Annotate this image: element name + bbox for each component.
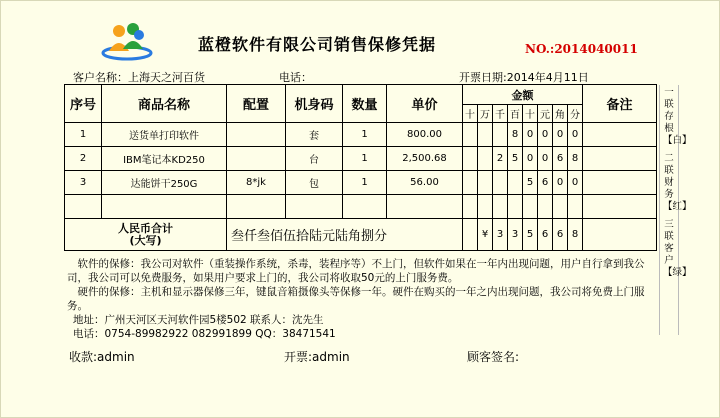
- row-qty: [343, 195, 387, 219]
- row-price: 2,500.68: [387, 147, 463, 171]
- header-seq: 序号: [65, 85, 102, 123]
- total-digit: 3: [508, 219, 523, 251]
- row-digit: [568, 195, 583, 219]
- row-digit: [553, 195, 568, 219]
- open-date: 开票日期:2014年4月11日: [459, 71, 589, 84]
- row-digit: 5: [523, 171, 538, 195]
- total-remark: [583, 219, 657, 251]
- row-digit: 0: [553, 123, 568, 147]
- digit-header: 千: [493, 105, 508, 123]
- company-logo-icon: [99, 21, 155, 61]
- row-seq: 1: [65, 123, 102, 147]
- table-row: [65, 171, 657, 195]
- digit-header: 分: [568, 105, 583, 123]
- document-title: 蓝橙软件有限公司销售保修凭据: [198, 35, 437, 54]
- row-code: [286, 195, 343, 219]
- digit-header: 百: [508, 105, 523, 123]
- row-config: [227, 147, 286, 171]
- table-row: [65, 147, 657, 171]
- digit-header: 十: [523, 105, 538, 123]
- row-digit: 0: [568, 171, 583, 195]
- header-qty: 数量: [343, 85, 387, 123]
- total-digit: 6: [553, 219, 568, 251]
- address-line: 地址：广州天河区天河软件园5楼502 联系人：沈先生: [73, 314, 324, 326]
- total-digit: 5: [523, 219, 538, 251]
- copy-label-customer: 三联客户【绿】: [663, 219, 692, 278]
- row-digit: [463, 195, 478, 219]
- table-row: [65, 195, 657, 219]
- row-price: 800.00: [387, 123, 463, 147]
- row-config: [227, 123, 286, 147]
- digit-header: 元: [538, 105, 553, 123]
- row-code: 套: [286, 123, 343, 147]
- total-digit: 6: [538, 219, 553, 251]
- row-remark: [583, 147, 657, 171]
- row-seq: 3: [65, 171, 102, 195]
- row-price: 56.00: [387, 171, 463, 195]
- header-price: 单价: [387, 85, 463, 123]
- customer-signature: 顾客签名:: [467, 350, 520, 364]
- row-digit: [508, 195, 523, 219]
- table-row: [65, 123, 657, 147]
- total-digit: [463, 219, 478, 251]
- phone-label: 电话：: [279, 71, 312, 84]
- digit-header: 十: [463, 105, 478, 123]
- row-config: [227, 195, 286, 219]
- copy-label-finance: 二联财务【红】: [663, 153, 692, 212]
- total-digit: ¥: [478, 219, 493, 251]
- row-seq: [65, 195, 102, 219]
- row-digit: 0: [538, 147, 553, 171]
- row-digit: [463, 147, 478, 171]
- total-label-line2: (大写): [129, 233, 162, 247]
- row-digit: [463, 123, 478, 147]
- phone-line: 电话：0754-89982922 082991899 QQ：38471541: [73, 328, 336, 340]
- row-digit: 0: [553, 171, 568, 195]
- total-digit: 8: [568, 219, 583, 251]
- row-name: [102, 195, 227, 219]
- total-row: [65, 219, 657, 251]
- row-config: 8*jk: [227, 171, 286, 195]
- row-digit: 0: [523, 147, 538, 171]
- header-remark: 备注: [583, 85, 657, 123]
- row-name: IBM笔记本KD250: [102, 147, 227, 171]
- document-number: NO.:2014040011: [525, 42, 638, 56]
- row-digit: [478, 171, 493, 195]
- issuer-signature: 开票:admin: [284, 350, 350, 364]
- row-digit: [523, 195, 538, 219]
- row-digit: 0: [568, 123, 583, 147]
- total-words: 叁仟叁佰伍拾陆元陆角捌分: [227, 219, 463, 251]
- row-digit: 0: [523, 123, 538, 147]
- row-code: 台: [286, 147, 343, 171]
- row-digit: 0: [538, 123, 553, 147]
- row-seq: 2: [65, 147, 102, 171]
- hardware-warranty: 硬件的保修：主机和显示器保修三年，键鼠音箱摄像头等保修一年。硬件在购买的一年之内出现问题，我公司将免费上门服务。: [67, 286, 645, 312]
- row-remark: [583, 171, 657, 195]
- row-remark: [583, 123, 657, 147]
- row-code: 包: [286, 171, 343, 195]
- row-digit: 8: [568, 147, 583, 171]
- row-digit: [478, 195, 493, 219]
- row-qty: 1: [343, 147, 387, 171]
- row-remark: [583, 195, 657, 219]
- invoice-table: [64, 84, 657, 251]
- warranty-notes: [67, 257, 655, 341]
- row-digit: 8: [508, 123, 523, 147]
- row-digit: [463, 171, 478, 195]
- header-name: 商品名称: [102, 85, 227, 123]
- software-warranty: 软件的保修：我公司对软件（重装操作系统，杀毒，装程序等）不上门，但软件如果在一年内出现问题，用户自行拿到我公司，我公司可以免费服务，如果用户要求上门的，我公司将收取50元的上门服务费。: [67, 258, 645, 284]
- row-digit: [493, 195, 508, 219]
- row-digit: 2: [493, 147, 508, 171]
- row-qty: 1: [343, 123, 387, 147]
- customer-name: 客户名称：上海天之河百货: [73, 71, 205, 84]
- header-code: 机身码: [286, 85, 343, 123]
- header-config: 配置: [227, 85, 286, 123]
- row-digit: [538, 195, 553, 219]
- row-qty: 1: [343, 171, 387, 195]
- digit-header: 角: [553, 105, 568, 123]
- row-digit: [508, 171, 523, 195]
- row-digit: [493, 123, 508, 147]
- copy-labels: [663, 87, 692, 285]
- row-digit: [478, 147, 493, 171]
- row-name: 送货单打印软件: [102, 123, 227, 147]
- copy-label-stub: 一联存根【白】: [663, 87, 692, 146]
- row-digit: 6: [553, 147, 568, 171]
- row-price: [387, 195, 463, 219]
- row-name: 达能饼干250G: [102, 171, 227, 195]
- total-digit: 3: [493, 219, 508, 251]
- row-digit: [478, 123, 493, 147]
- digit-header: 万: [478, 105, 493, 123]
- row-digit: [493, 171, 508, 195]
- total-label: [65, 219, 227, 251]
- row-digit: 6: [538, 171, 553, 195]
- total-label-line1: 人民币合计: [118, 221, 173, 235]
- header-amount: 金额: [463, 85, 583, 105]
- receiver-signature: 收款:admin: [69, 350, 135, 364]
- row-digit: 5: [508, 147, 523, 171]
